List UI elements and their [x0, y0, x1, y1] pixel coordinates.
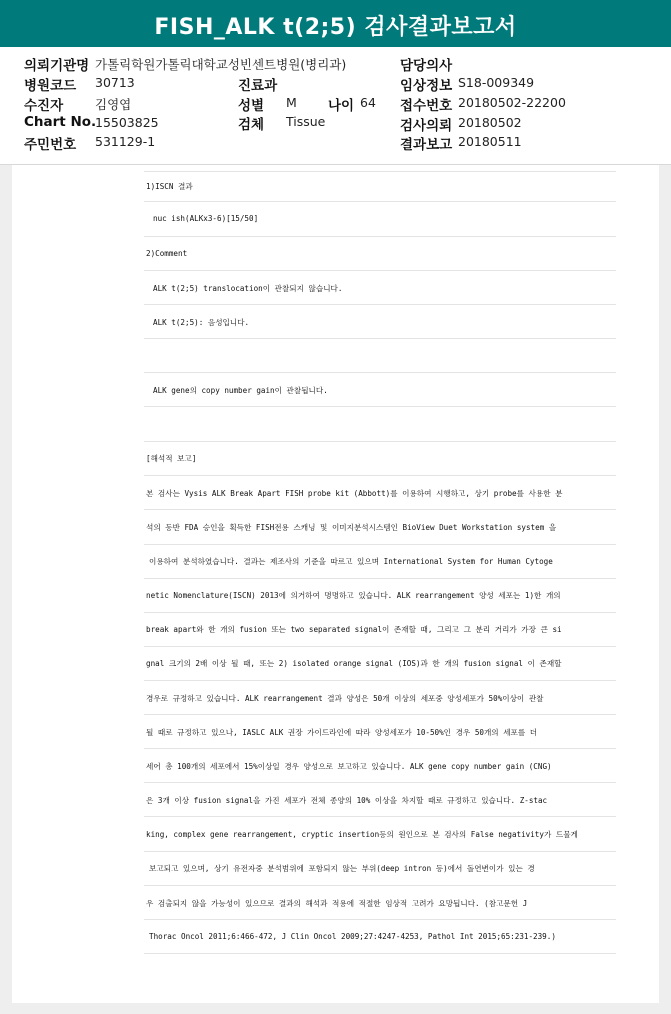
- resident-no-value: 531129-1: [95, 134, 156, 149]
- interpretation-line: gnal 크기의 2배 이상 될 때, 또는 2) isolated orange signal (IOS)과 한 개의 fusion signal 이 존재할: [146, 659, 562, 668]
- result-report-value: 20180511: [458, 134, 522, 149]
- hospital-code-label: 병원코드: [24, 78, 77, 94]
- hospital-code-value: 30713: [95, 75, 135, 90]
- comment-line: ALK t(2;5): 음성입니다.: [153, 318, 250, 327]
- references-line: Thorac Oncol 2011;6:466-472, J Clin Oncol 2009;27:4247-4253, Pathol Int 2015;65:231-239.): [149, 932, 556, 941]
- reception-no-value: 20180502-22200: [458, 95, 566, 110]
- interpretation-line: 경우로 규정하고 있습니다. ALK rearrangement 결과 양성은 50개 이상의 세포중 양성세포가 50%이상이 관찰: [146, 694, 544, 703]
- rule-line: [144, 885, 616, 886]
- rule-line: [144, 372, 616, 373]
- rule-line: [144, 680, 616, 681]
- chart-no-value: 15503825: [95, 115, 159, 130]
- hospital-value: 가톨릭학원가톨릭대학교성빈센트병원(병리과): [95, 57, 347, 72]
- reception-no-label: 접수번호: [400, 98, 453, 114]
- rule-line: [144, 816, 616, 817]
- rule-line: [144, 612, 616, 613]
- rule-line: [144, 338, 616, 339]
- age-value: 64: [360, 95, 376, 110]
- interpretation-line: 석의 동반 FDA 승인을 획득한 FISH전용 스캐닝 및 이미지분석시스템인 BioView Duet Workstation system 을: [146, 523, 557, 532]
- interpretation-line: 우 검출되지 않을 가능성이 있으므로 결과의 해석과 적용에 적절한 임상적 고려가 요망됩니다. (참고문헌 J: [146, 899, 528, 908]
- clinical-info-label: 임상정보: [400, 78, 453, 94]
- rule-line: [144, 441, 616, 442]
- interpretation-line: 세어 총 100개의 세포에서 15%이상일 경우 양성으로 보고하고 있습니다. ALK gene copy number gain (CNG): [146, 762, 552, 771]
- rule-line: [144, 236, 616, 237]
- rule-line: [144, 171, 616, 172]
- interpretation-line: 보고되고 있으며, 상기 유전자중 분석범위에 포함되지 않는 부위(deep intron 등)에서 돌연변이가 있는 경: [149, 864, 535, 873]
- rule-line: [144, 919, 616, 920]
- interpretation-line: 이용하여 분석하였습니다. 결과는 제조사의 기준을 따르고 있으며 International System for Human Cytoge: [149, 557, 553, 566]
- report-title: FISH_ALK t(2;5) 검사결과보고서: [154, 15, 517, 40]
- patient-value: 김영엽: [95, 97, 132, 112]
- chart-no-label: Chart No.: [24, 114, 97, 130]
- interpretation-line: 은 3개 이상 fusion signal을 가진 세포가 전체 종양의 10% 이상을 차지할 때로 규정하고 있습니다. Z-stac: [146, 796, 548, 805]
- test-request-label: 검사의뢰: [400, 118, 453, 134]
- rule-line: [144, 782, 616, 783]
- interpretation-line: king, complex gene rearrangement, cryptic insertion등의 원인으로 본 검사의 False negativity가 드물게: [146, 830, 578, 839]
- rule-line: [144, 509, 616, 510]
- sex-label: 성별: [238, 98, 265, 114]
- doctor-label: 담당의사: [400, 58, 453, 74]
- comment-heading: 2)Comment: [146, 249, 188, 258]
- rule-line: [144, 544, 616, 545]
- interpretation-line: 될 때로 규정하고 있으나, IASLC ALK 권장 가이드라인에 따라 양성세포가 10-50%인 경우 50개의 세포를 더: [146, 728, 538, 737]
- comment-line: ALK t(2;5) translocation이 관찰되지 않습니다.: [153, 284, 343, 293]
- test-request-value: 20180502: [458, 115, 522, 130]
- resident-no-label: 주민번호: [24, 137, 77, 153]
- report-title-bar: [0, 0, 671, 47]
- rule-line: [144, 201, 616, 202]
- interpretation-line: 본 검사는 Vysis ALK Break Apart FISH probe kit (Abbott)를 이용하여 시행하고, 상기 probe를 사용한 분: [146, 489, 563, 498]
- patient-info-panel: [0, 47, 671, 165]
- patient-label: 수진자: [24, 98, 64, 114]
- rule-line: [144, 406, 616, 407]
- sex-value: M: [286, 95, 297, 110]
- age-label: 나이: [328, 98, 355, 114]
- rule-line: [144, 270, 616, 271]
- report-document: [12, 165, 659, 1003]
- rule-line: [144, 304, 616, 305]
- rule-line: [144, 475, 616, 476]
- iscn-heading: 1)ISCN 결과: [146, 182, 193, 191]
- rule-line: [144, 851, 616, 852]
- rule-line: [144, 714, 616, 715]
- result-report-label: 결과보고: [400, 137, 453, 153]
- specimen-label: 검체: [238, 117, 265, 133]
- rule-line: [144, 748, 616, 749]
- clinical-info-value: S18-009349: [458, 75, 535, 90]
- rule-line: [144, 646, 616, 647]
- interpretation-line: netic Nomenclature(ISCN) 2013에 의거하여 명명하고 있습니다. ALK rearrangement 양성 세포는 1)한 개의: [146, 591, 561, 600]
- iscn-result: nuc ish(ALKx3-6)[15/50]: [153, 214, 259, 223]
- rule-line: [144, 953, 616, 954]
- specimen-value: Tissue: [286, 114, 326, 129]
- comment-line: ALK gene의 copy number gain이 관찰됩니다.: [153, 386, 328, 395]
- rule-line: [144, 578, 616, 579]
- department-label: 진료과: [238, 78, 278, 94]
- hospital-label: 의뢰기관명: [24, 58, 90, 74]
- interpretation-heading: [해석적 보고]: [146, 454, 197, 463]
- interpretation-line: break apart와 한 개의 fusion 또는 two separated signal이 존재할 때, 그리고 그 분리 거리가 가장 큰 si: [146, 625, 562, 634]
